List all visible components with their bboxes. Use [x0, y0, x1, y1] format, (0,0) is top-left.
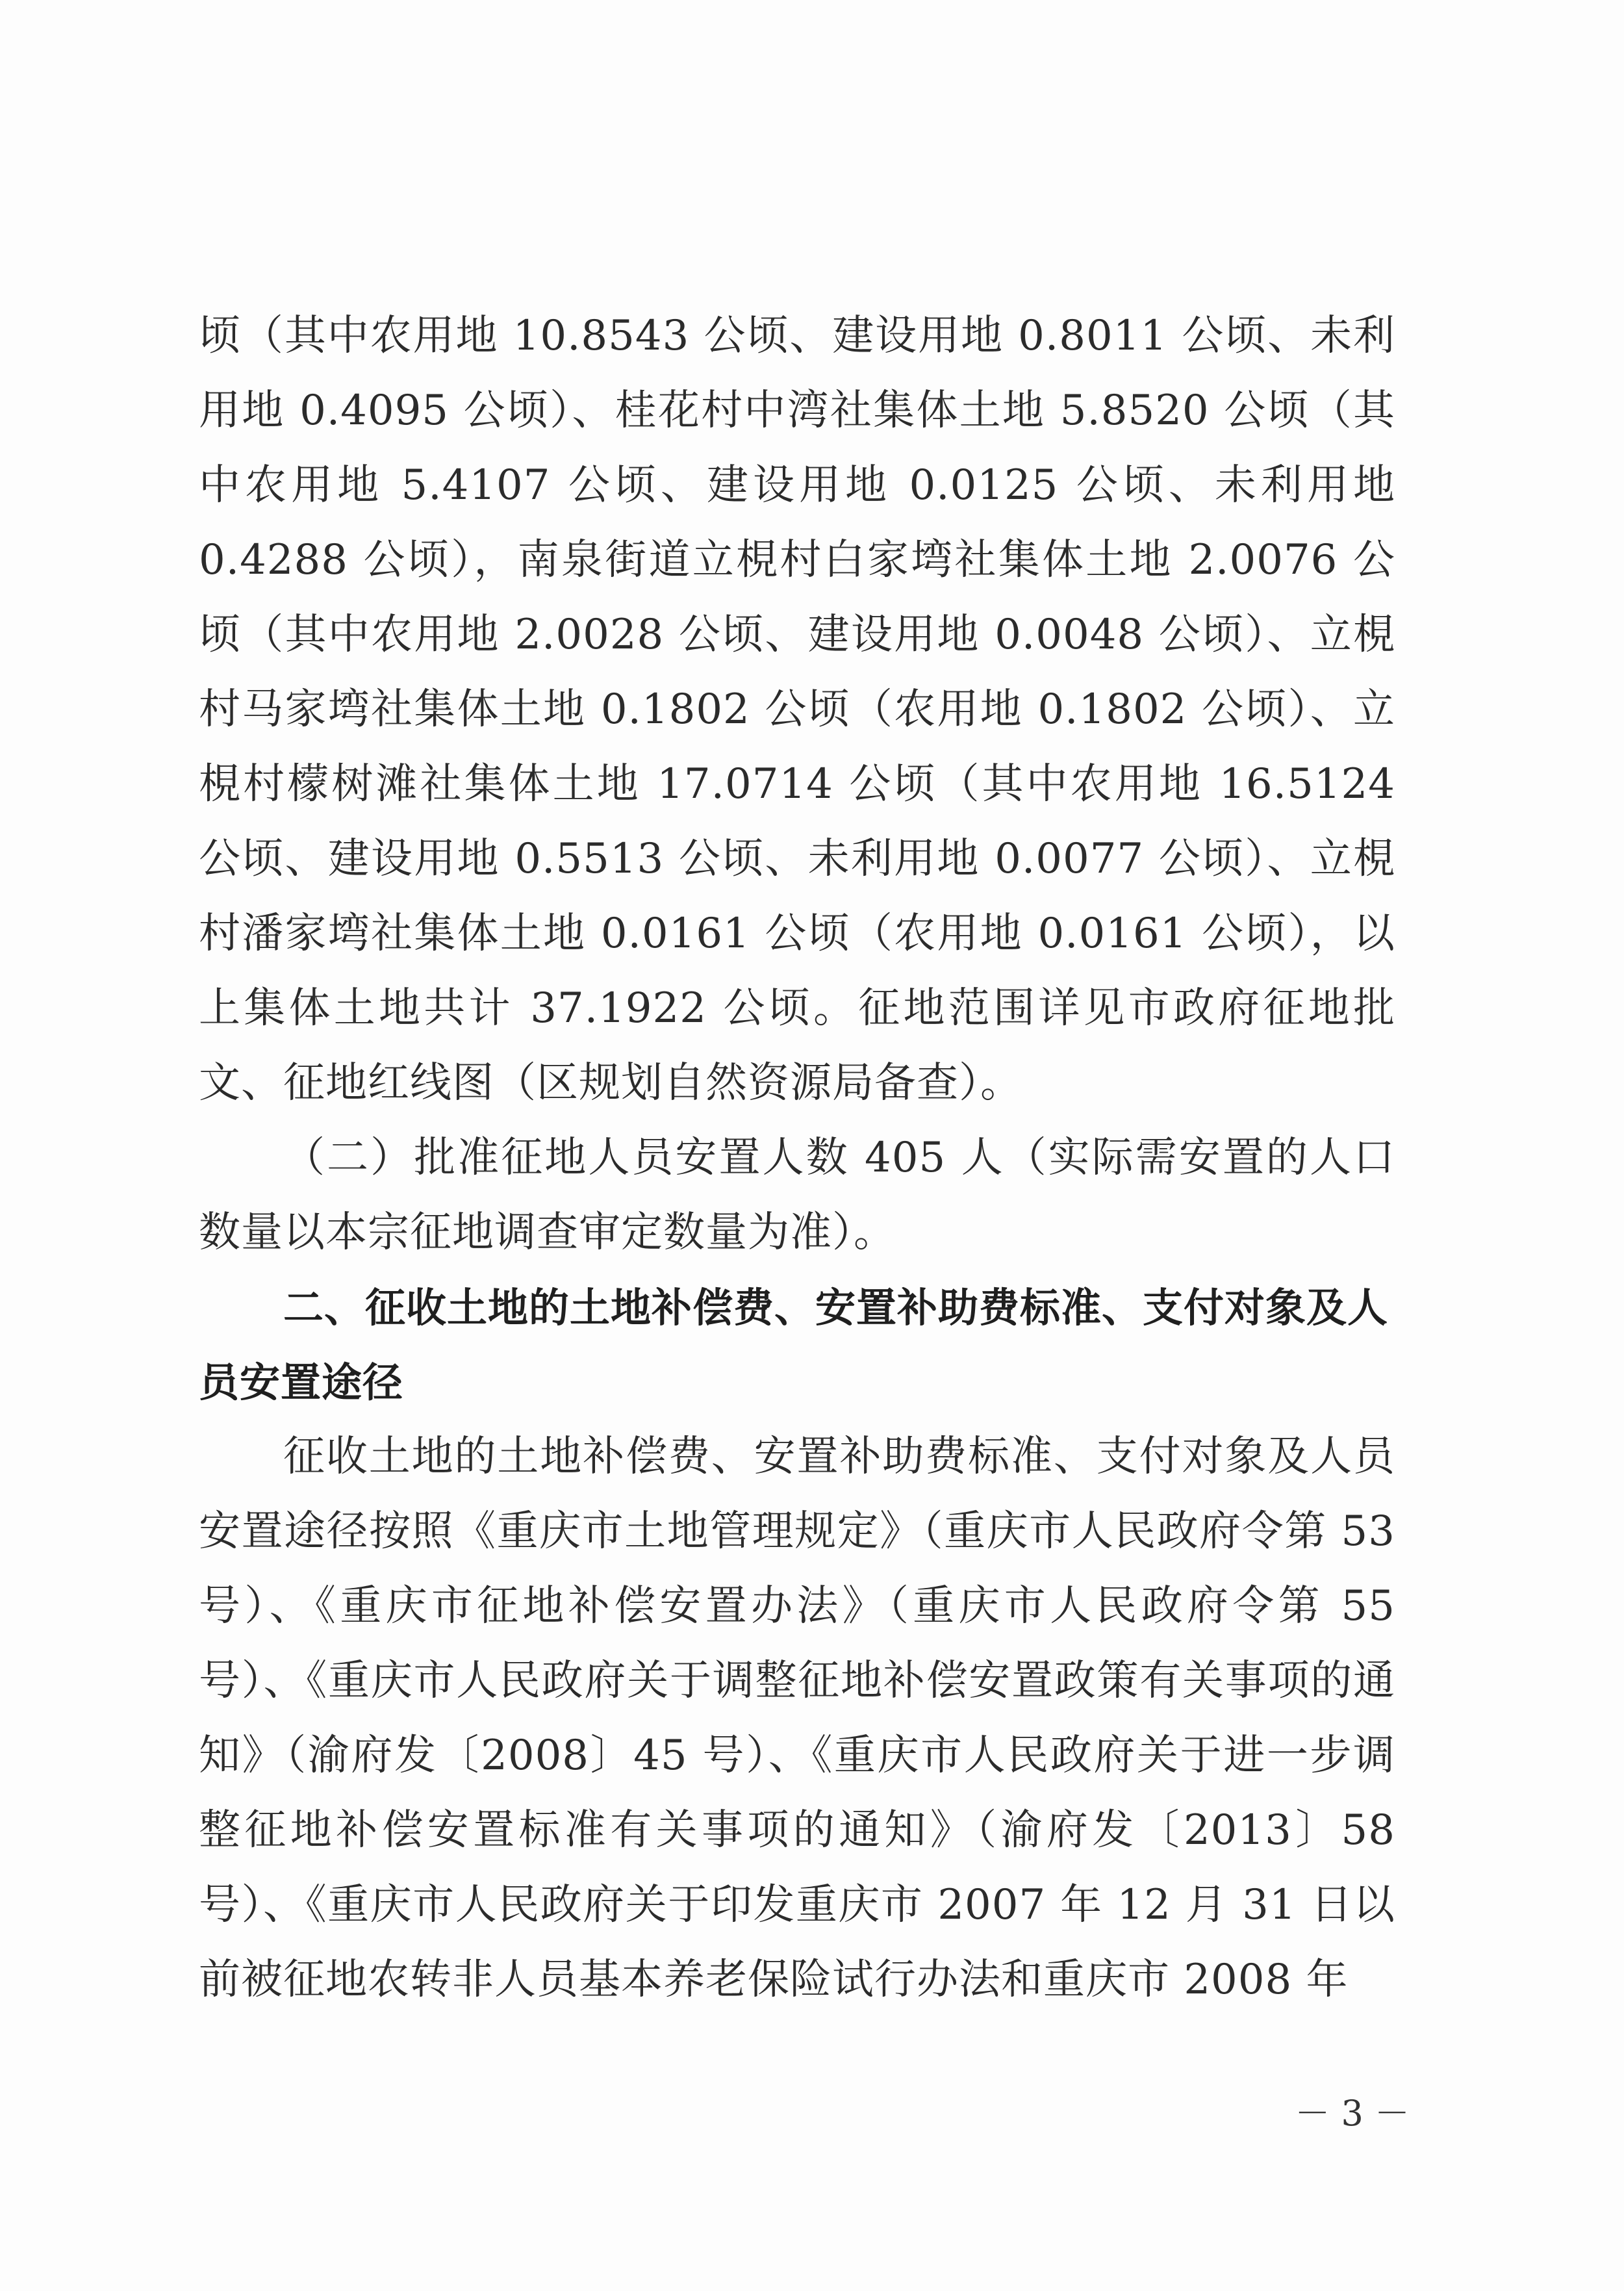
- section-heading-compensation: 二、征收土地的土地补偿费、安置补助费标准、支付对象及人员安置途径: [199, 1284, 1389, 1406]
- paragraph-compensation-basis: 征收土地的土地补偿费、安置补助费标准、支付对象及人员安置途径按照《重庆市土地管理规定》（重庆市人民政府令第 53 号）、《重庆市征地补偿安置办法》（重庆市人民政府令第 55 号）、《重庆市人民政府关于调整征地补偿安置政策有关事项的通知》（渝府发〔2008〕45 号）、《重庆市人民政府关于进一步调整征地补偿安置标准有关事项的通知》（渝府发〔2013〕58 号）、《重庆市人民政府关于印发重庆市 2007 年 12 月 31 日以前被征地农转非人员基本养老保险试行办法和重庆市 2008 年: [199, 1433, 1395, 2004]
- paragraph-land-details: 顷（其中农用地 10.8543 公顷、建设用地 0.8011 公顷、未利用地 0.4095 公顷）、桂花村中湾社集体土地 5.8520 公顷（其中农用地 5.4107 公顷、建设用地 0.0125 公顷、未利用地 0.4288 公顷），南泉街道立梘村白家塆社集体土地 2.0076 公顷（其中农用地 2.0028 公顷、建设用地 0.0048 公顷）、立梘村马家塆社集体土地 0.1802 公顷（农用地 0.1802 公顷）、立梘村檬树滩社集体土地 17.0714 公顷（其中农用地 16.5124 公顷、建设用地 0.5513 公顷、未利用地 0.0077 公顷）、立梘村潘家塆社集体土地 0.0161 公顷（农用地 0.0161 公顷），以上集体土地共计 37.1922 公顷。征地范围详见市政府征地批文、征地红线图（区规划自然资源局备查）。: [199, 312, 1395, 1107]
- document-body: [199, 299, 1395, 2017]
- page-number: － 3 －: [1295, 2093, 1410, 2134]
- paragraph-resettlement-count: （二）批准征地人员安置人数 405 人（实际需安置的人口数量以本宗征地调查审定数量为准）。: [199, 1134, 1395, 1257]
